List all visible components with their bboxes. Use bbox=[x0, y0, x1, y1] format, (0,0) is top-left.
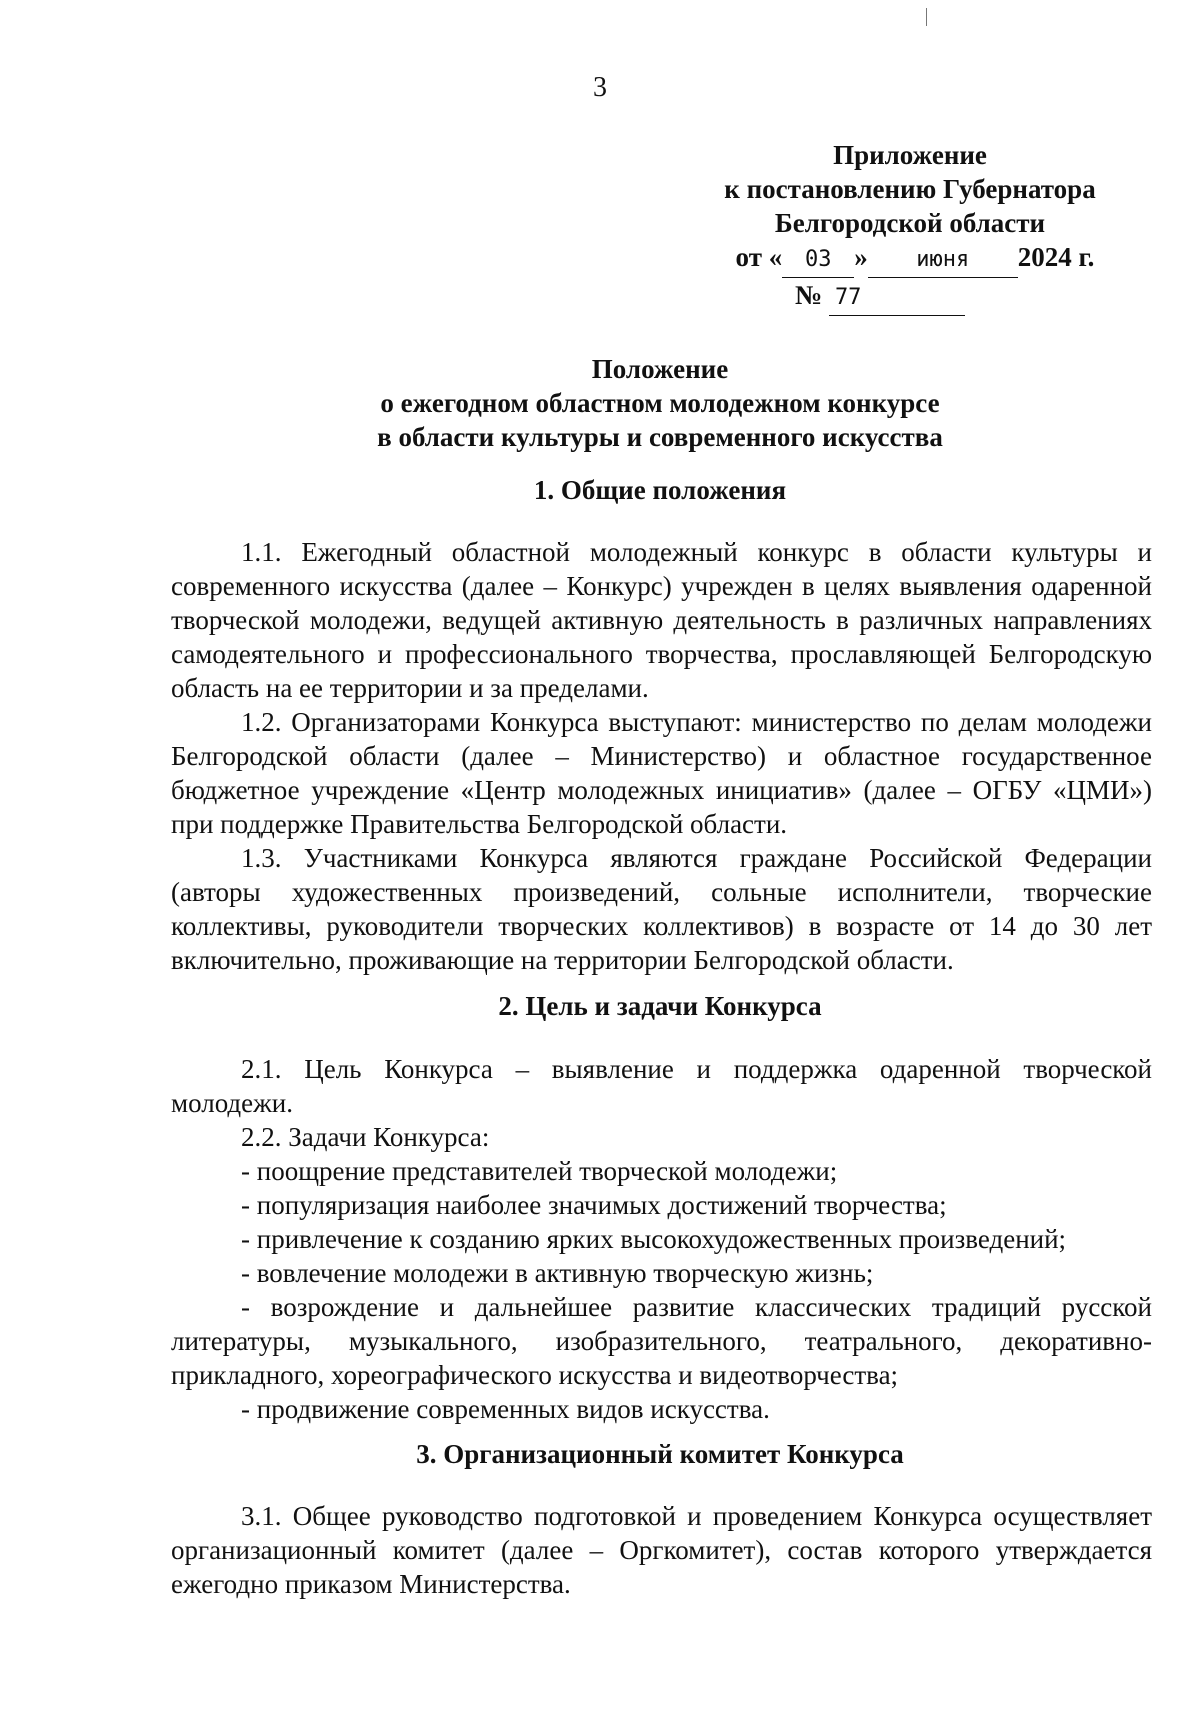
title-line-3: в области культуры и современного искусства bbox=[377, 422, 943, 452]
appendix-title: Приложение bbox=[833, 140, 987, 170]
appendix-decree-ref: к постановлению Губернатора bbox=[724, 174, 1096, 204]
date-day-field: 03 bbox=[782, 243, 854, 278]
number-field: 77 bbox=[829, 281, 965, 316]
section-1-heading: 1. Общие положения bbox=[533, 475, 787, 505]
section-2-body bbox=[171, 1052, 1152, 1426]
date-year: 2024 г. bbox=[1017, 242, 1095, 272]
scan-artifact-line bbox=[926, 8, 927, 26]
paragraph-1-2: 1.2. Организаторами Конкурса выступают: министерство по делам молодежи Белгородской области (далее – Министерство) и областное государственное бюджетное учреждение «Центр молодежных инициатив» (далее – ОГБУ «ЦМИ») при поддержке Правительства Белгородской области. bbox=[171, 707, 1152, 839]
paragraph-1-3: 1.3. Участниками Конкурса являются граждане Российской Федерации (авторы художественных произведений, сольные исполнители, творческие коллективы, руководители творческих коллективов) в возрасте от 14 до 30 лет включительно, проживающие на территории Белгородской области. bbox=[171, 843, 1152, 975]
paragraph-2-1: 2.1. Цель Конкурса – выявление и поддержка одаренной творческой молодежи. bbox=[171, 1054, 1152, 1118]
task-item: - вовлечение молодежи в активную творческую жизнь; bbox=[241, 1258, 874, 1288]
title-line-1: Положение bbox=[591, 354, 729, 384]
appendix-number bbox=[640, 278, 1120, 316]
appendix-date bbox=[710, 240, 1120, 278]
appendix-block bbox=[700, 138, 1120, 316]
section-2-heading: 2. Цель и задачи Конкурса bbox=[498, 991, 822, 1021]
date-mid: » bbox=[854, 242, 868, 272]
title-line-2: о ежегодном областном молодежном конкурсе bbox=[380, 388, 940, 418]
task-item: - популяризация наиболее значимых достижений творчества; bbox=[241, 1190, 947, 1220]
paragraph-2-2: 2.2. Задачи Конкурса: bbox=[241, 1122, 490, 1152]
section-3-heading: 3. Организационный комитет Конкурса bbox=[416, 1439, 904, 1469]
page-number: 3 bbox=[593, 72, 607, 103]
appendix-region: Белгородской области bbox=[774, 208, 1046, 238]
document-title bbox=[170, 352, 1150, 454]
task-item: - продвижение современных видов искусства. bbox=[241, 1394, 770, 1424]
task-item: - возрождение и дальнейшее развитие классических традиций русской литературы, музыкального, изобразительного, театрального, декоративно-прикладного, хореографического искусства и видеотворчества; bbox=[171, 1292, 1152, 1390]
section-3-body bbox=[171, 1499, 1152, 1601]
task-item: - поощрение представителей творческой молодежи; bbox=[241, 1156, 838, 1186]
date-month-field: июня bbox=[868, 243, 1018, 278]
paragraph-3-1: 3.1. Общее руководство подготовкой и проведением Конкурса осуществляет организационный комитет (далее – Оргкомитет), состав которого утверждается ежегодно приказом Министерства. bbox=[171, 1501, 1152, 1599]
paragraph-1-1: 1.1. Ежегодный областной молодежный конкурс в области культуры и современного искусства (далее – Конкурс) учрежден в целях выявления одаренной творческой молодежи, ведущей активную деятельность в различных направлениях самодеятельного и профессионального творчества, прославляющей Белгородскую область на ее территории и за пределами. bbox=[171, 537, 1152, 703]
date-prefix: от « bbox=[735, 242, 783, 272]
section-1-body bbox=[171, 535, 1152, 977]
number-prefix: № bbox=[795, 280, 823, 310]
task-item: - привлечение к созданию ярких высокохудожественных произведений; bbox=[241, 1224, 1067, 1254]
